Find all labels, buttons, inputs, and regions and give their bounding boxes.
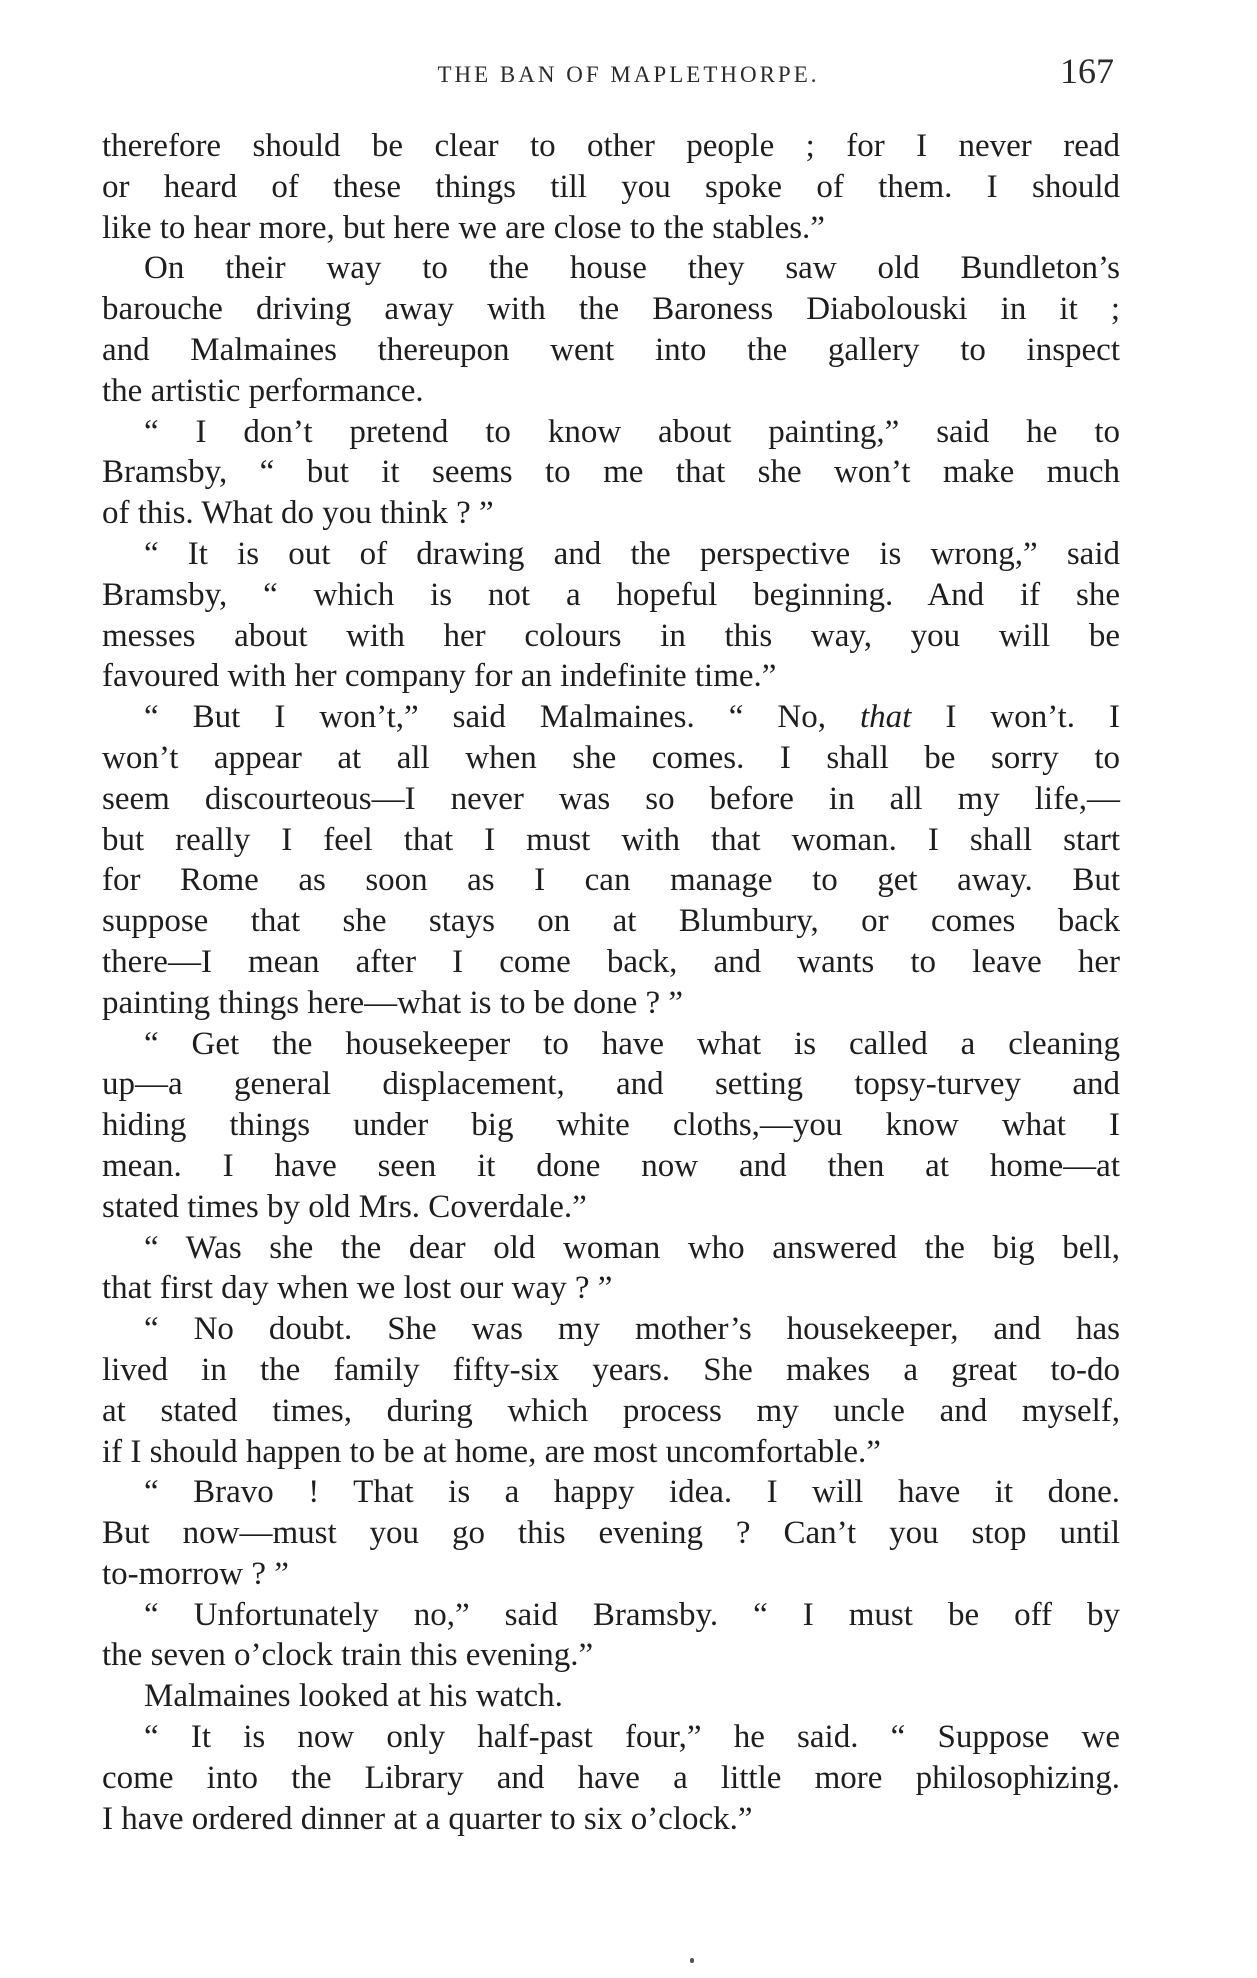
text-line: messes about with her colours in this way, you will be bbox=[102, 617, 1120, 654]
text-line: there—I mean after I come back, and wants to leave her bbox=[102, 943, 1120, 980]
ink-speck bbox=[690, 1958, 694, 1963]
text-line: stated times by old Mrs. Coverdale.” bbox=[102, 1188, 587, 1225]
text-line: but really I feel that I must with that woman. I shall start bbox=[102, 821, 1120, 858]
text-line: and Malmaines thereupon went into the gallery to inspect bbox=[102, 331, 1120, 368]
text-line: “ Bravo ! That is a happy idea. I will have it done. bbox=[144, 1474, 1120, 1511]
text-line: at stated times, during which process my uncle and myself, bbox=[102, 1392, 1120, 1429]
text-line: But now—must you go this evening ? Can’t you stop until bbox=[102, 1515, 1120, 1552]
text-line bbox=[102, 697, 1120, 738]
text-line: lived in the family fifty-six years. She makes a great to-do bbox=[102, 1351, 1120, 1388]
text-line: painting things here—what is to be done ? ” bbox=[102, 984, 684, 1021]
text-line: of this. What do you think ? ” bbox=[102, 495, 494, 532]
text-line: to-morrow ? ” bbox=[102, 1555, 289, 1592]
text-line: won’t appear at all when she comes. I shall be sorry to bbox=[102, 739, 1120, 776]
body-text bbox=[102, 126, 1120, 1839]
text-line-start: “ But I won’t,” said Malmaines. “ No, bbox=[144, 699, 860, 736]
text-line: or heard of these things till you spoke of them. I should bbox=[102, 168, 1120, 205]
text-line: therefore should be clear to other people ; for I never read bbox=[102, 128, 1120, 164]
text-line: for Rome as soon as I can manage to get away. But bbox=[102, 862, 1120, 899]
text-line: the seven o’clock train this evening.” bbox=[102, 1637, 594, 1674]
text-line: “ Get the housekeeper to have what is called a cleaning bbox=[144, 1025, 1120, 1062]
text-line: favoured with her company for an indefinite time.” bbox=[102, 658, 777, 695]
text-line: if I should happen to be at home, are most uncomfortable.” bbox=[102, 1433, 881, 1470]
text-line: “ No doubt. She was my mother’s housekeeper, and has bbox=[144, 1311, 1120, 1348]
text-line: that first day when we lost our way ? ” bbox=[102, 1270, 613, 1307]
text-line: On their way to the house they saw old Bundleton’s bbox=[144, 250, 1120, 287]
text-line: like to hear more, but here we are close to the stables.” bbox=[102, 209, 825, 246]
text-line: mean. I have seen it done now and then at home—at bbox=[102, 1147, 1120, 1184]
text-line: Bramsby, “ which is not a hopeful beginning. And if she bbox=[102, 576, 1120, 613]
text-line-end: I won’t. I bbox=[911, 699, 1121, 736]
italic-emphasis: that bbox=[860, 699, 912, 736]
text-line: “ It is out of drawing and the perspective is wrong,” said bbox=[144, 535, 1120, 572]
text-line: “ Unfortunately no,” said Bramsby. “ I must be off by bbox=[144, 1596, 1120, 1633]
text-line: barouche driving away with the Baroness Diabolouski in it ; bbox=[102, 291, 1120, 328]
text-line: “ Was she the dear old woman who answered the big bell, bbox=[144, 1229, 1120, 1266]
text-line: suppose that she stays on at Blumbury, or comes back bbox=[102, 903, 1120, 940]
text-line: “ I don’t pretend to know about painting,” said he to bbox=[144, 413, 1120, 450]
text-line: hiding things under big white cloths,—you know what I bbox=[102, 1107, 1120, 1144]
running-title: THE BAN OF MAPLETHORPE. bbox=[437, 62, 820, 87]
text-line: the artistic performance. bbox=[102, 372, 424, 409]
page-number: 167 bbox=[1060, 51, 1114, 91]
text-line: come into the Library and have a little more philosophizing. bbox=[102, 1759, 1120, 1796]
text-line: “ It is now only half-past four,” he said. “ Suppose we bbox=[144, 1719, 1120, 1756]
text-line: Malmaines looked at his watch. bbox=[144, 1678, 563, 1715]
text-line: up—a general displacement, and setting topsy-turvey and bbox=[102, 1066, 1120, 1103]
text-line: I have ordered dinner at a quarter to six o’clock.” bbox=[102, 1800, 753, 1837]
text-line: Bramsby, “ but it seems to me that she won’t make much bbox=[102, 454, 1120, 491]
text-line: seem discourteous—I never was so before in all my life,— bbox=[102, 780, 1120, 817]
